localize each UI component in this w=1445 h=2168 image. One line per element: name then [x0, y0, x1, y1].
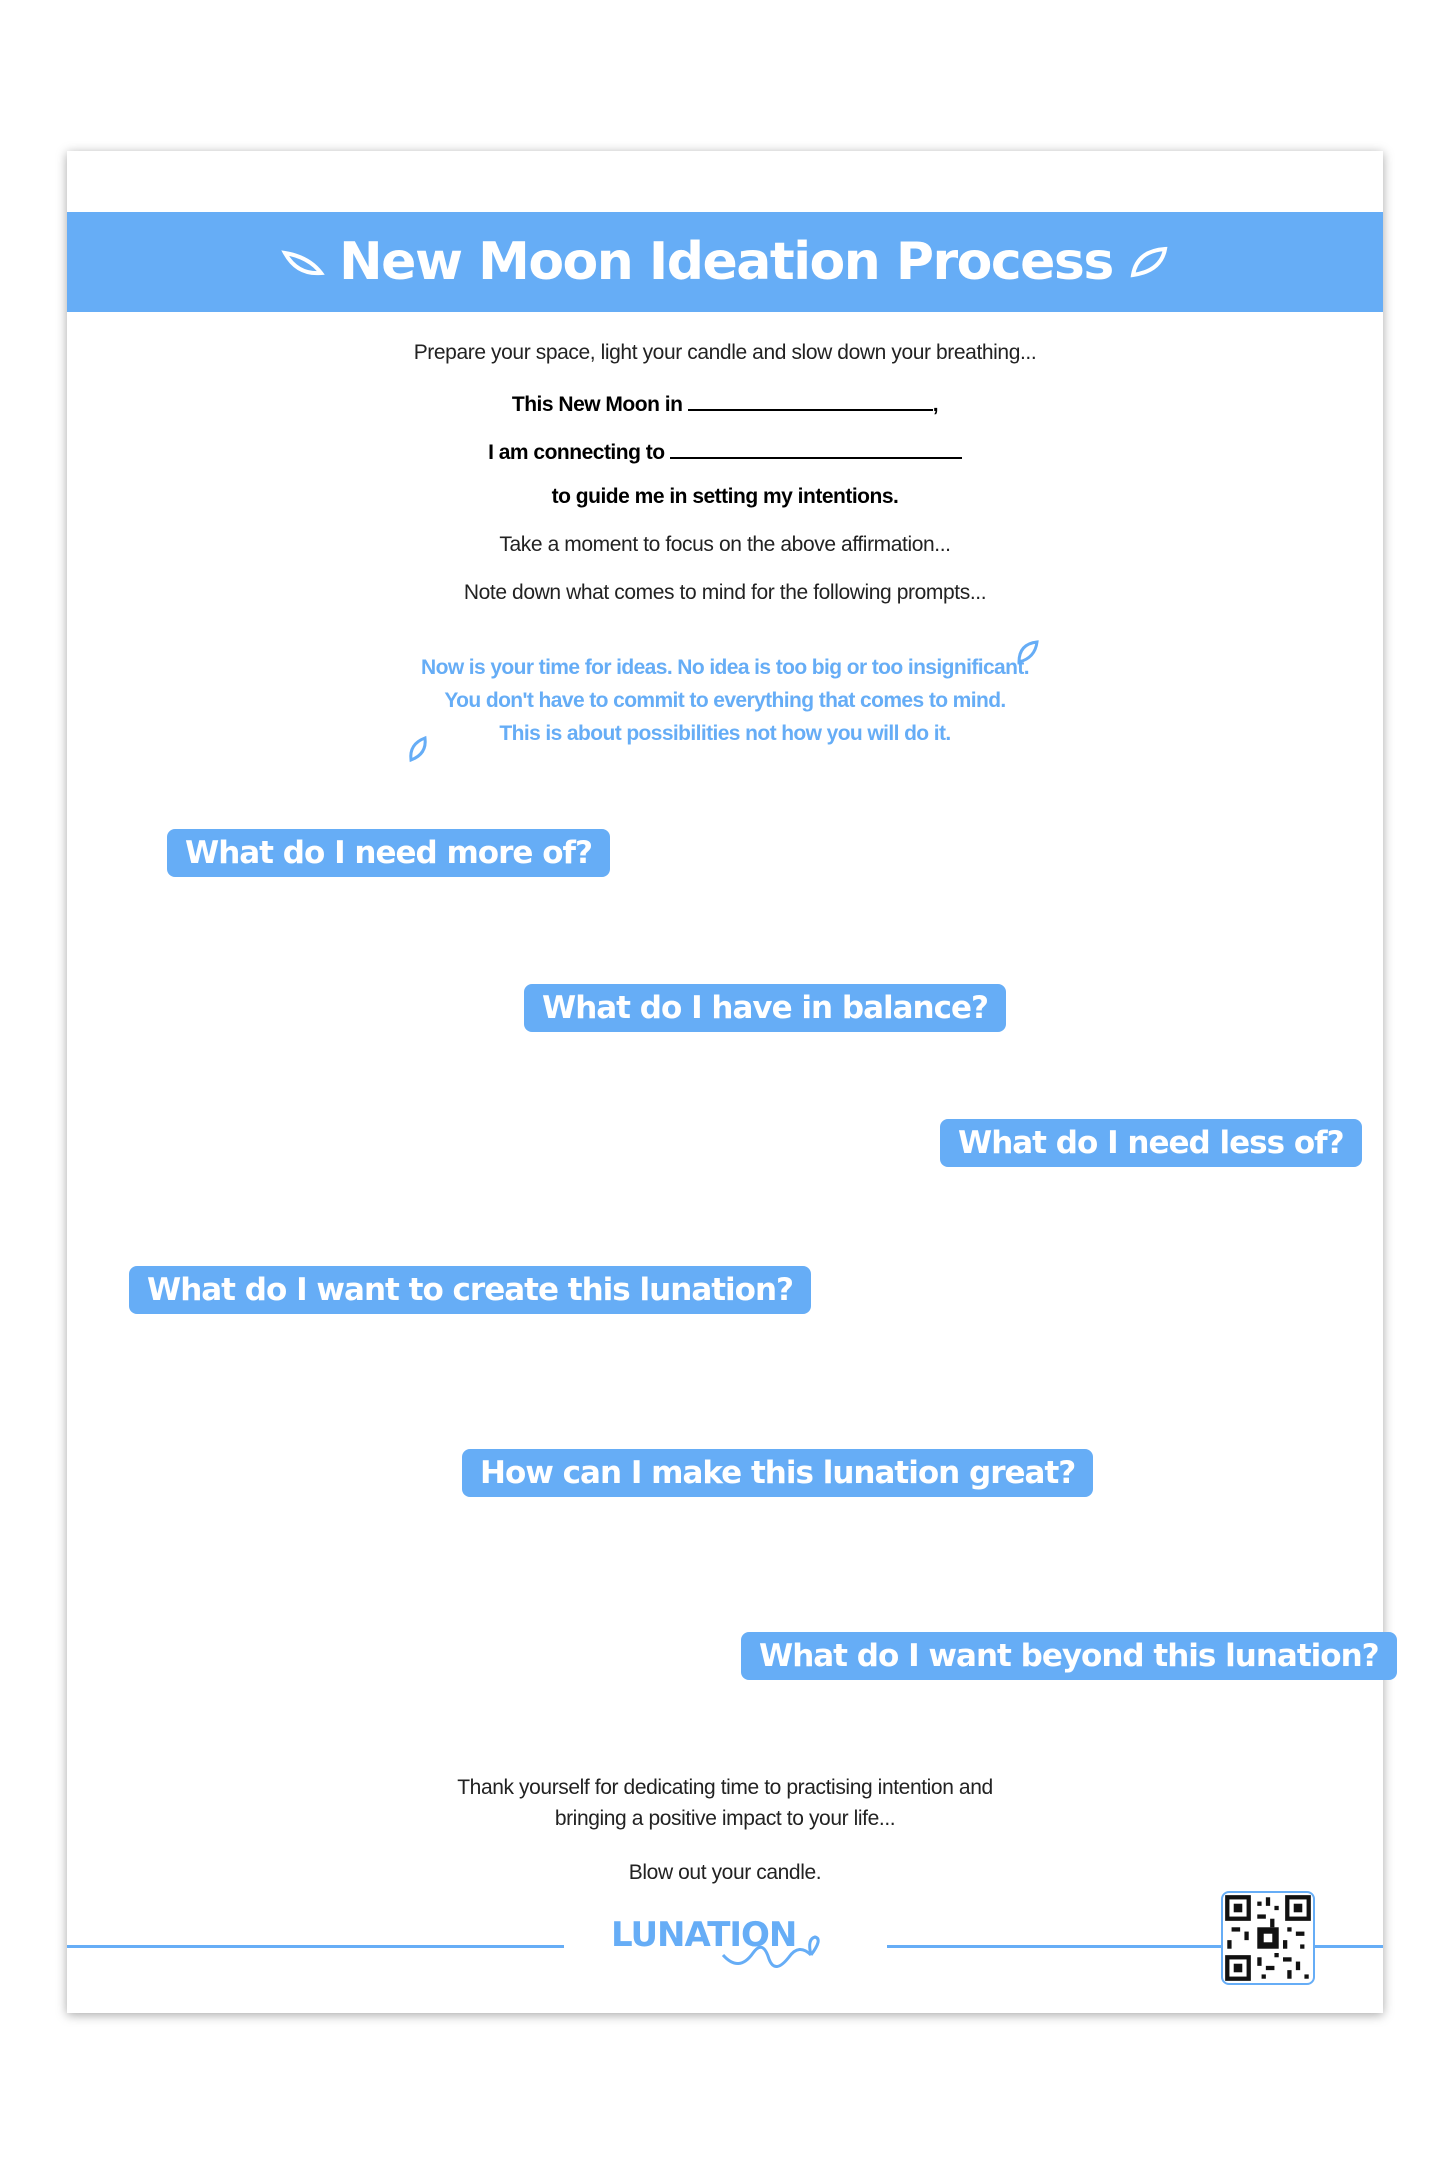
- prompt-beyond: What do I want beyond this lunation?: [741, 1632, 1397, 1680]
- ideas-note: [67, 651, 1383, 750]
- worksheet-page: [67, 151, 1383, 2013]
- intro-line: Prepare your space, light your candle and slow down your breathing...: [413, 341, 1037, 364]
- leaf-icon: [1127, 245, 1171, 279]
- new-moon-line: [67, 389, 1383, 417]
- page-title: New Moon Ideation Process: [339, 232, 1113, 292]
- prompt-make-great: How can I make this lunation great?: [462, 1449, 1093, 1497]
- title-banner: [67, 212, 1383, 312]
- thanks-line: bringing a positive impact to your life...: [554, 1807, 896, 1830]
- connecting-line: [67, 437, 1383, 465]
- connecting-blank[interactable]: [670, 437, 962, 459]
- logo-text: LUNATION: [611, 1915, 797, 1955]
- ideas-note-line: This is about possibilities not how you will do it.: [499, 722, 951, 745]
- focus-line: Take a moment to focus on the above affirmation...: [499, 533, 951, 556]
- prompt-need-more: What do I need more of?: [167, 829, 610, 877]
- new-moon-comma: ,: [932, 393, 939, 416]
- prompt-need-less: What do I need less of?: [940, 1119, 1362, 1167]
- closing-line: Blow out your candle.: [628, 1861, 822, 1884]
- prompts-intro-line: Note down what comes to mind for the following prompts...: [463, 581, 987, 604]
- lunation-logo: [611, 1915, 796, 1955]
- qr-code-icon: [1223, 1893, 1313, 1983]
- prompt-in-balance: What do I have in balance?: [524, 984, 1006, 1032]
- prompt-create: What do I want to create this lunation?: [129, 1266, 811, 1314]
- connecting-label: I am connecting to: [488, 441, 665, 464]
- logo-swirl-icon: [719, 1935, 829, 1975]
- footer-rule: [67, 1945, 564, 1948]
- new-moon-blank[interactable]: [688, 389, 933, 411]
- ideas-note-line: Now is your time for ideas. No idea is too big or too insignificant.: [421, 656, 1029, 679]
- leaf-icon: [405, 734, 431, 764]
- leaf-icon: [279, 245, 325, 279]
- new-moon-label: This New Moon in: [511, 393, 683, 416]
- qr-code[interactable]: [1221, 1891, 1315, 1985]
- guide-line: to guide me in setting my intentions.: [551, 485, 899, 508]
- ideas-note-line: You don't have to commit to everything that comes to mind.: [444, 689, 1006, 712]
- thanks-line: Thank yourself for dedicating time to practising intention and: [457, 1776, 993, 1799]
